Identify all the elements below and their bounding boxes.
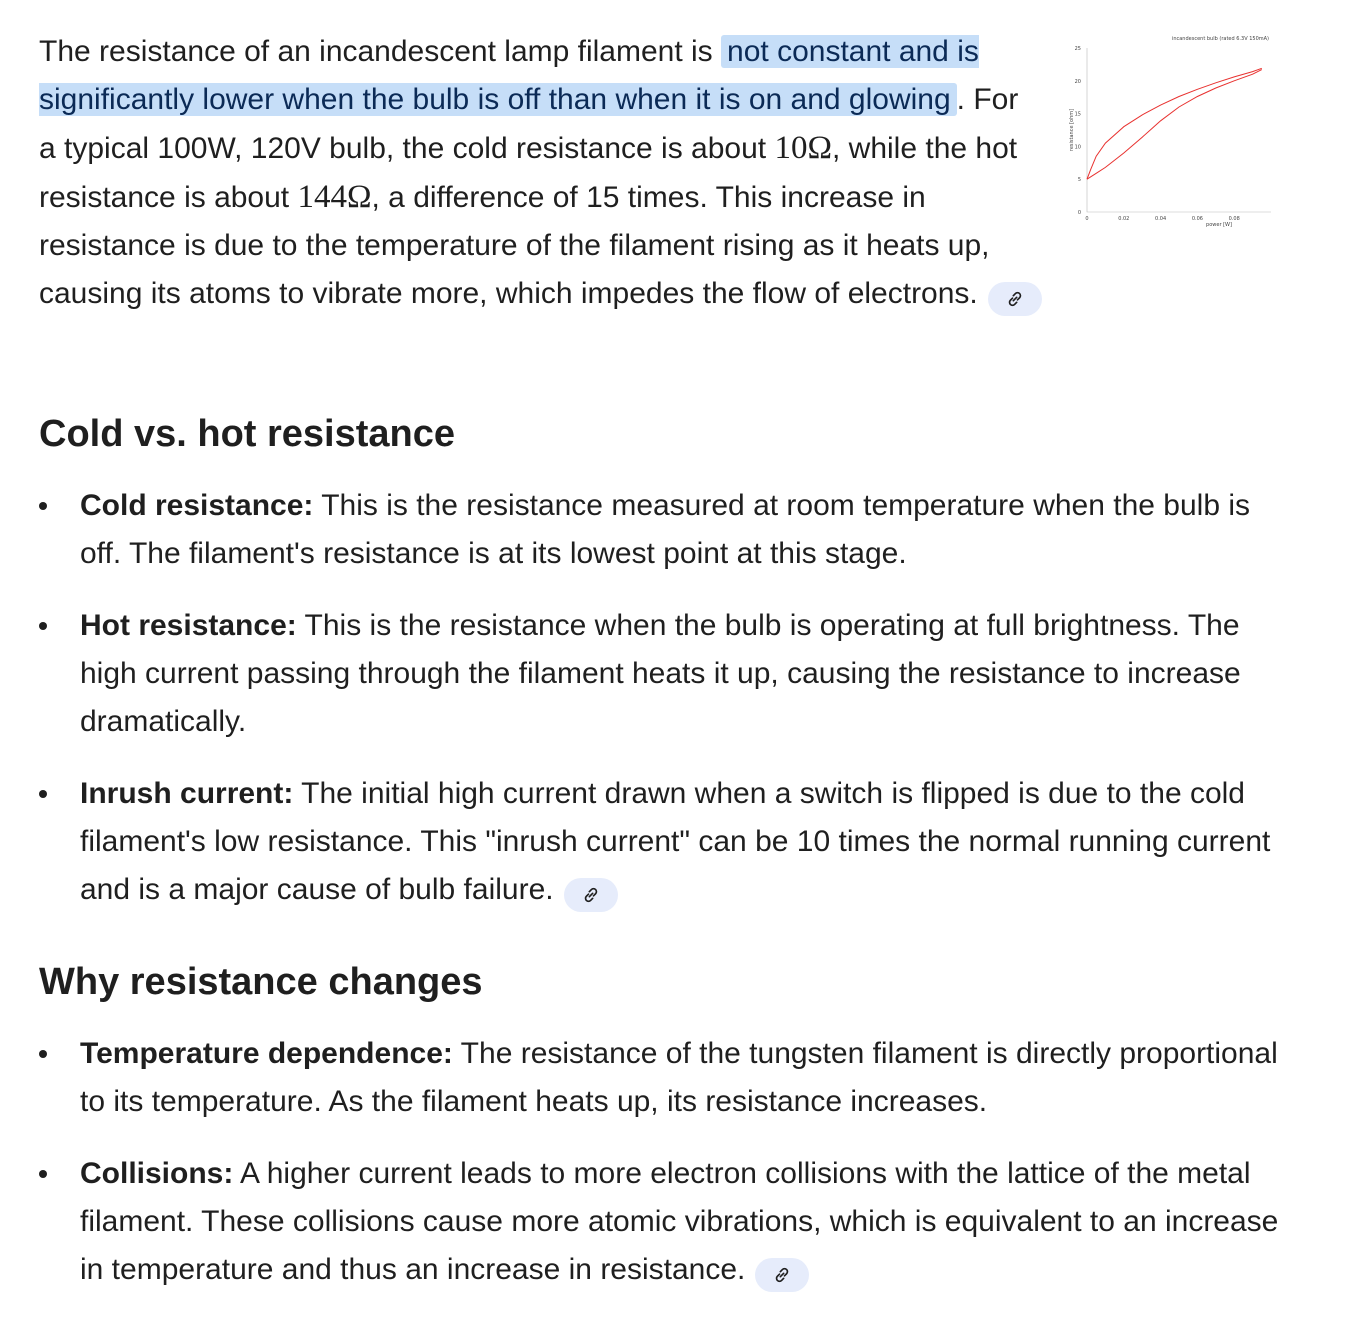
chart-title: incandescent bulb (rated 6.3V 150mA) [1171, 36, 1269, 42]
hot-resistance-value: 144Ω [297, 179, 372, 215]
item-text: The resistance of the tungsten filament is directly proportional to its temperature. As the filament heats up, its resistance increases. [80, 1037, 1278, 1118]
x-axis-label: power [W] [1206, 222, 1232, 228]
section-heading-cold-hot: Cold vs. hot resistance [39, 413, 456, 455]
y-tick-label: 25 [1074, 46, 1081, 52]
item-term: Inrush current: [80, 777, 294, 810]
section-heading-why: Why resistance changes [39, 961, 483, 1003]
link-icon [1005, 289, 1025, 309]
y-tick-label: 0 [1077, 210, 1081, 216]
x-tick-label: 0.06 [1191, 216, 1203, 222]
item-term: Collisions: [80, 1157, 234, 1190]
cold-hot-list [39, 482, 1299, 938]
x-tick-label: 0.02 [1118, 216, 1130, 222]
item-term: Hot resistance: [80, 609, 297, 642]
y-tick-label: 5 [1077, 177, 1081, 184]
intro-text-4: , a difference of 15 times. This increase in resistance is due to the temperature of the filament rising as it heats up, causing its atoms to vibrate more, which impedes the flow of electrons. [39, 181, 990, 310]
y-tick-label: 15 [1074, 111, 1081, 118]
item-text: This is the resistance measured at room temperature when the bulb is off. The filament's resistance is at its lowest point at this stage. [80, 489, 1250, 570]
axis-lines [1087, 48, 1271, 212]
intro-text-1: The resistance of an incandescent lamp filament is [39, 35, 722, 68]
resistance-power-chart [1049, 28, 1279, 228]
item-term: Temperature dependence: [80, 1037, 453, 1070]
link-icon [581, 885, 601, 905]
intro-text-3: , while the hot resistance is about [39, 132, 1018, 214]
intro-text-2: . For a typical 100W, 120V bulb, the cold resistance is about [39, 83, 1019, 165]
y-tick-label: 20 [1074, 78, 1081, 85]
citation-button[interactable] [755, 1258, 809, 1292]
x-tick-label: 0.08 [1228, 216, 1240, 222]
citation-button[interactable] [988, 282, 1042, 316]
why-list [39, 1030, 1299, 1318]
y-tick-label: 10 [1074, 144, 1081, 151]
list-item [39, 1030, 1299, 1126]
series-line-1 [1087, 68, 1262, 179]
cold-resistance-value: 10Ω [774, 130, 832, 166]
series-line-2 [1087, 70, 1262, 180]
list-item [39, 482, 1299, 578]
list-item [39, 602, 1299, 746]
x-tick-label: 0 [1085, 216, 1089, 222]
list-item [39, 770, 1299, 914]
list-item [39, 1150, 1299, 1294]
link-icon [772, 1265, 792, 1285]
chart-axes [1069, 36, 1271, 228]
y-axis-label: resistance [ohm] [1069, 108, 1075, 152]
item-text: This is the resistance when the bulb is operating at full brightness. The high current passing through the filament heats it up, causing the resistance to increase dramatically. [80, 609, 1241, 738]
item-text: A higher current leads to more electron collisions with the lattice of the metal filament. These collisions cause more atomic vibrations, which is equivalent to an increase in temperature and thus an increase in resistance. [80, 1157, 1279, 1286]
item-text: The initial high current drawn when a switch is flipped is due to the cold filament's low resistance. This "inrush current" can be 10 times the normal running current and is a major cause of bulb failure. [80, 777, 1271, 906]
highlighted-text: not constant and is significantly lower when the bulb is off than when it is on and glowing [39, 35, 979, 116]
item-term: Cold resistance: [80, 489, 314, 522]
citation-button[interactable] [564, 878, 618, 912]
x-tick-label: 0.04 [1155, 216, 1167, 222]
intro-paragraph [39, 28, 1269, 318]
